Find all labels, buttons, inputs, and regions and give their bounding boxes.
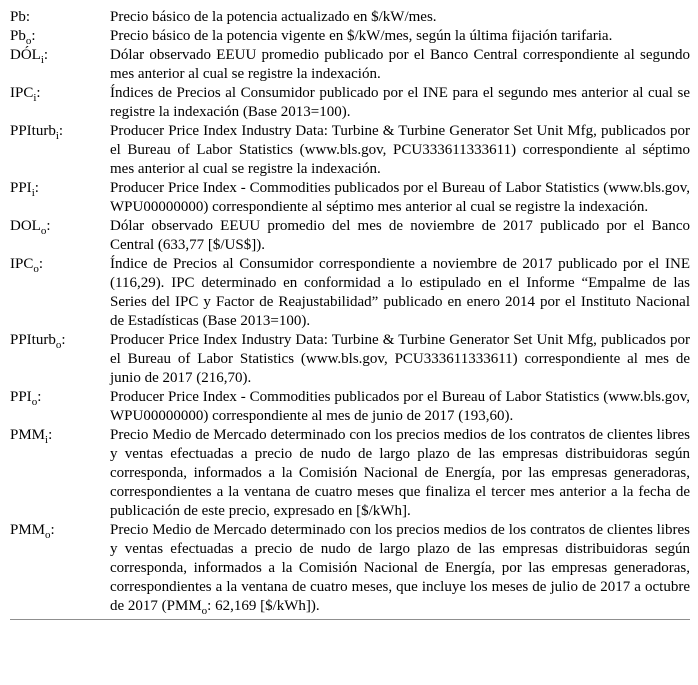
term-subscript: i: [45, 434, 49, 446]
term-subscript: i: [40, 54, 44, 66]
bottom-rule: [10, 619, 690, 620]
term-colon: :: [46, 218, 51, 234]
term-subscript: i: [55, 130, 59, 142]
definition-text: Índice de Precios al Consumidor correspondiente a noviembre de 2017 publicado por el INE (116,29). IPC determinado en conformidad a lo estipulado en el Informe “Empalme de las Series del IPC y Factor de Reajustabilidad” publicado en enero 2014 por el Instituto Nacional de Estadísticas (Base 2013=100).: [110, 256, 690, 329]
term-text: Pb: [10, 28, 26, 44]
definition-row: [10, 179, 690, 217]
term-label: [10, 388, 110, 407]
term-text: PPI: [10, 180, 32, 196]
term-text: IPC: [10, 85, 34, 101]
term-text: DÓL: [10, 47, 41, 63]
term-label: [10, 217, 110, 236]
inline-subscript: o: [201, 605, 208, 617]
term-label: [10, 255, 110, 274]
definition-row: [10, 331, 690, 388]
term-colon: :: [37, 389, 42, 405]
term-label: [10, 8, 110, 27]
term-label: [10, 426, 110, 445]
definition-text: Producer Price Index Industry Data: Turbine & Turbine Generator Set Unit Mfg, publicados por el Bureau of Labor Statistics (www.bls.gov, PCU333611333611) correspondiente al séptimo mes anterior al cual se registre la indexación.: [110, 123, 690, 177]
definition-row: [10, 27, 690, 46]
term-label: [10, 179, 110, 198]
definition-text: Producer Price Index - Commodities publicados por el Bureau of Labor Statistics (www.bls.gov, WPU00000000) correspondiente al mes de junio de 2017 (193,60).: [110, 389, 690, 424]
definition-row: [10, 217, 690, 255]
term-label: [10, 84, 110, 103]
definition-text: Dólar observado EEUU promedio del mes de noviembre de 2017 publicado por el Banco Central (633,77 [$/US$]).: [110, 218, 690, 253]
definition-text: Dólar observado EEUU promedio publicado por el Banco Central correspondiente al segundo mes anterior al cual se registre la indexación.: [110, 47, 690, 82]
term-label: [10, 122, 110, 141]
term-colon: :: [48, 427, 53, 443]
term-subscript: i: [31, 187, 35, 199]
definition-row: [10, 122, 690, 179]
definition-list: [10, 8, 690, 616]
term-label: [10, 46, 110, 65]
term-colon: :: [58, 123, 64, 139]
term-label: [10, 27, 110, 46]
definition-text: Precio Medio de Mercado determinado con los precios medios de los contratos de clientes libres y ventas efectuadas a precio de nudo de largo plazo de las empresas distribuidoras según corresponda, informados a la Comisión Nacional de Energía, por las empresas generadoras, correspondientes a la ventana de cuatro meses que finaliza el tercer mes anterior a la fecha de publicación de este precio, expresado en [$/kWh].: [110, 427, 690, 519]
term-colon: :: [50, 522, 55, 538]
definition-row: [10, 426, 690, 521]
definition-text: Producer Price Index - Commodities publicados por el Bureau of Labor Statistics (www.bls.gov, WPU00000000) correspondiente al séptimo mes anterior al cual se registre la indexación.: [110, 180, 690, 215]
term-text: PMM: [10, 427, 46, 443]
definition-row: [10, 84, 690, 122]
definition-row: [10, 521, 690, 616]
term-colon: :: [38, 256, 44, 272]
definition-row: [10, 46, 690, 84]
term-subscript: i: [33, 92, 37, 104]
term-colon: :: [31, 28, 36, 44]
term-colon: :: [25, 9, 31, 25]
definition-text: Índices de Precios al Consumidor publicado por el INE para el segundo mes anterior al cual se registre la indexación (Base 2013=100).: [110, 85, 690, 120]
term-colon: :: [61, 332, 66, 348]
definition-text: Precio básico de la potencia actualizado en $/kW/mes.: [110, 9, 437, 25]
term-text: PPIturb: [10, 123, 56, 139]
definition-row: [10, 388, 690, 426]
term-text: PPIturb: [10, 332, 56, 348]
term-colon: :: [36, 85, 41, 101]
term-subscript: o: [33, 263, 39, 275]
term-subscript: o: [31, 396, 38, 408]
term-text: PPI: [10, 389, 32, 405]
term-subscript: o: [25, 35, 32, 47]
term-text: Pb: [10, 9, 26, 25]
definition-row: [10, 8, 690, 27]
definition-text: Producer Price Index Industry Data: Turbine & Turbine Generator Set Unit Mfg, publicados por el Bureau of Labor Statistics (www.bls.gov, PCU333611333611) correspondiente al mes de junio de 2017 (216,70).: [110, 332, 690, 386]
term-label: [10, 521, 110, 540]
term-subscript: o: [45, 529, 51, 541]
term-colon: :: [34, 180, 39, 196]
definition-row: [10, 255, 690, 331]
term-text: PMM: [10, 522, 46, 538]
term-text: DOL: [10, 218, 41, 234]
definition-text: Precio básico de la potencia vigente en $/kW/mes, según la última fijación tarifaria.: [110, 28, 613, 44]
term-text: IPC: [10, 256, 34, 272]
definition-text: Precio Medio de Mercado determinado con los precios medios de los contratos de clientes libres y ventas efectuadas a precio de nudo de largo plazo de las empresas distribuidoras según corresponda, informados a la Comisión Nacional de Energía, por las empresas generadoras, correspondientes a la ventana de cuatro meses, que incluye los meses de julio de 2017 a octubre de 2017 ($PMM_o$: 62,169 [$/kWh]).: [110, 522, 690, 617]
term-subscript: o: [40, 225, 47, 237]
term-colon: :: [43, 47, 49, 63]
term-label: [10, 331, 110, 350]
term-subscript: o: [55, 339, 62, 351]
